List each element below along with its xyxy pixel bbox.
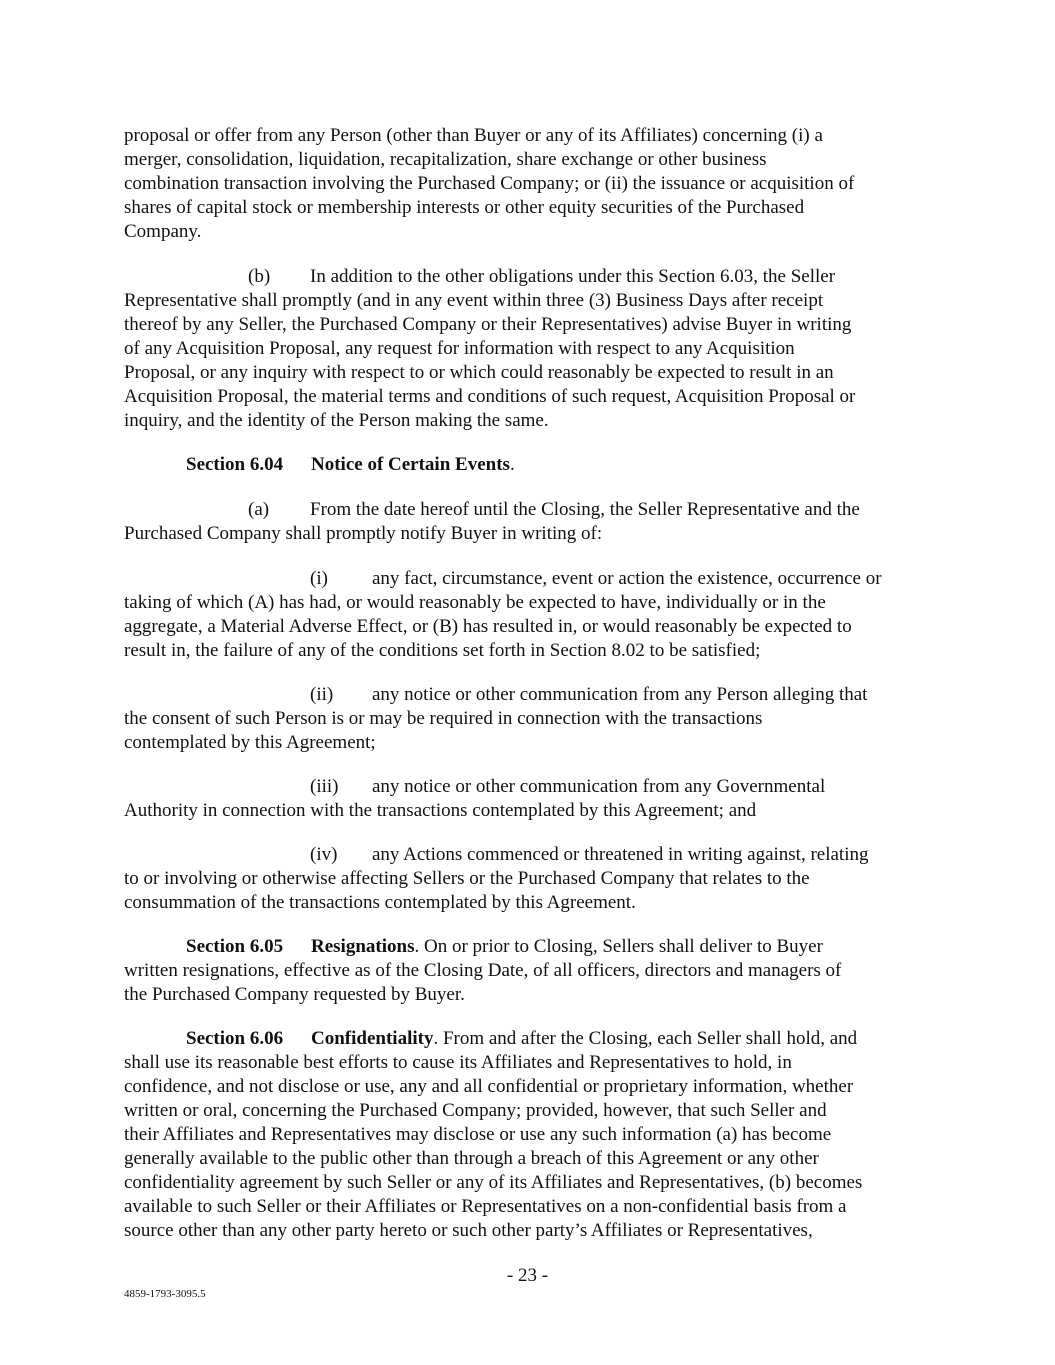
- text-line: inquiry, and the identity of the Person making the same.: [124, 410, 549, 431]
- text-line: Company.: [124, 221, 202, 242]
- text-line: thereof by any Seller, the Purchased Company or their Representatives) advise Buyer in writing: [124, 314, 852, 335]
- text-line: generally available to the public other than through a breach of this Agreement or any other: [124, 1148, 819, 1169]
- text-line: taking of which (A) has had, or would reasonably be expected to have, individually or in the: [124, 592, 826, 613]
- text-line: consummation of the transactions contemplated by this Agreement.: [124, 892, 636, 913]
- text-line: confidence, and not disclose or use, any and all confidential or proprietary information, whether: [124, 1076, 854, 1097]
- paragraph-marker: (b): [248, 266, 271, 287]
- item-marker: (iv): [310, 844, 338, 865]
- text-line: . On or prior to Closing, Sellers shall deliver to Buyer: [414, 936, 823, 957]
- text-line: any notice or other communication from any Governmental: [372, 776, 826, 797]
- text-line: confidentiality agreement by such Seller or any of its Affiliates and Representatives, (b) becomes: [124, 1172, 863, 1193]
- text-line: Proposal, or any inquiry with respect to or which could reasonably be expected to result in an: [124, 362, 834, 383]
- list-item-i: [124, 567, 936, 663]
- section-title-suffix: .: [509, 454, 515, 475]
- section-title: Resignations: [311, 936, 415, 957]
- text-line: . From and after the Closing, each Seller shall hold, and: [433, 1028, 858, 1049]
- section-title: Notice of Certain Events: [311, 454, 510, 475]
- text-line: to or involving or otherwise affecting Sellers or the Purchased Company that relates to the: [124, 868, 810, 889]
- item-marker: (iii): [310, 776, 339, 797]
- document-id: 4859-1793-3095.5: [124, 1288, 206, 1300]
- text-line: Acquisition Proposal, the material terms and conditions of such request, Acquisition Proposal or: [124, 386, 856, 407]
- text-line: any fact, circumstance, event or action the existence, occurrence or: [372, 568, 882, 589]
- text-line: any notice or other communication from any Person alleging that: [372, 684, 868, 705]
- paragraph-marker: (a): [248, 499, 270, 520]
- section-number: Section 6.06: [186, 1028, 284, 1049]
- text-line: combination transaction involving the Purchased Company; or (ii) the issuance or acquisition of: [124, 173, 855, 194]
- paragraph-b: [124, 265, 936, 433]
- item-marker: (i): [310, 568, 328, 589]
- section-heading-6-04: [124, 453, 936, 477]
- text-line: written resignations, effective as of the Closing Date, of all officers, directors and managers of: [124, 960, 842, 981]
- text-line: shares of capital stock or membership interests or other equity securities of the Purchased: [124, 197, 805, 218]
- text-line: proposal or offer from any Person (other than Buyer or any of its Affiliates) concerning (i) a: [124, 125, 823, 146]
- text-line: the consent of such Person is or may be required in connection with the transactions: [124, 708, 763, 729]
- text-line: Representative shall promptly (and in any event within three (3) Business Days after receipt: [124, 290, 824, 311]
- text-line: their Affiliates and Representatives may disclose or use any such information (a) has become: [124, 1124, 832, 1145]
- text-line: source other than any other party hereto or such other party’s Affiliates or Representatives,: [124, 1220, 813, 1241]
- section-number: Section 6.04: [186, 454, 284, 475]
- list-item-iii: [124, 775, 936, 823]
- text-line: aggregate, a Material Adverse Effect, or (B) has resulted in, or would reasonably be expected to: [124, 616, 852, 637]
- paragraph-continuation: [124, 124, 936, 244]
- text-line: the Purchased Company requested by Buyer.: [124, 984, 465, 1005]
- list-item-ii: [124, 683, 936, 755]
- text-line: Purchased Company shall promptly notify Buyer in writing of:: [124, 523, 603, 544]
- text-line: contemplated by this Agreement;: [124, 732, 376, 753]
- list-item-iv: [124, 843, 936, 915]
- page-number: - 23 -: [506, 1265, 549, 1286]
- text-line: available to such Seller or their Affiliates or Representatives on a non-confidential basis from a: [124, 1196, 847, 1217]
- text-line: of any Acquisition Proposal, any request for information with respect to any Acquisition: [124, 338, 795, 359]
- section-6-05: [124, 935, 936, 1007]
- item-marker: (ii): [310, 684, 334, 705]
- document-page: [124, 124, 936, 1243]
- section-6-06: [124, 1027, 936, 1243]
- text-line: shall use its reasonable best efforts to cause its Affiliates and Representatives to hold, in: [124, 1052, 792, 1073]
- text-line: result in, the failure of any of the conditions set forth in Section 8.02 to be satisfied;: [124, 640, 761, 661]
- section-number: Section 6.05: [186, 936, 284, 957]
- text-line: Authority in connection with the transactions contemplated by this Agreement; and: [124, 800, 757, 821]
- text-line: From the date hereof until the Closing, the Seller Representative and the: [310, 499, 860, 520]
- text-line: In addition to the other obligations under this Section 6.03, the Seller: [310, 266, 836, 287]
- text-line: any Actions commenced or threatened in writing against, relating: [372, 844, 869, 865]
- paragraph-604-a: [124, 498, 936, 546]
- text-line: merger, consolidation, liquidation, recapitalization, share exchange or other business: [124, 149, 767, 170]
- text-line: written or oral, concerning the Purchased Company; provided, however, that such Seller and: [124, 1100, 827, 1121]
- section-title: Confidentiality: [311, 1028, 434, 1049]
